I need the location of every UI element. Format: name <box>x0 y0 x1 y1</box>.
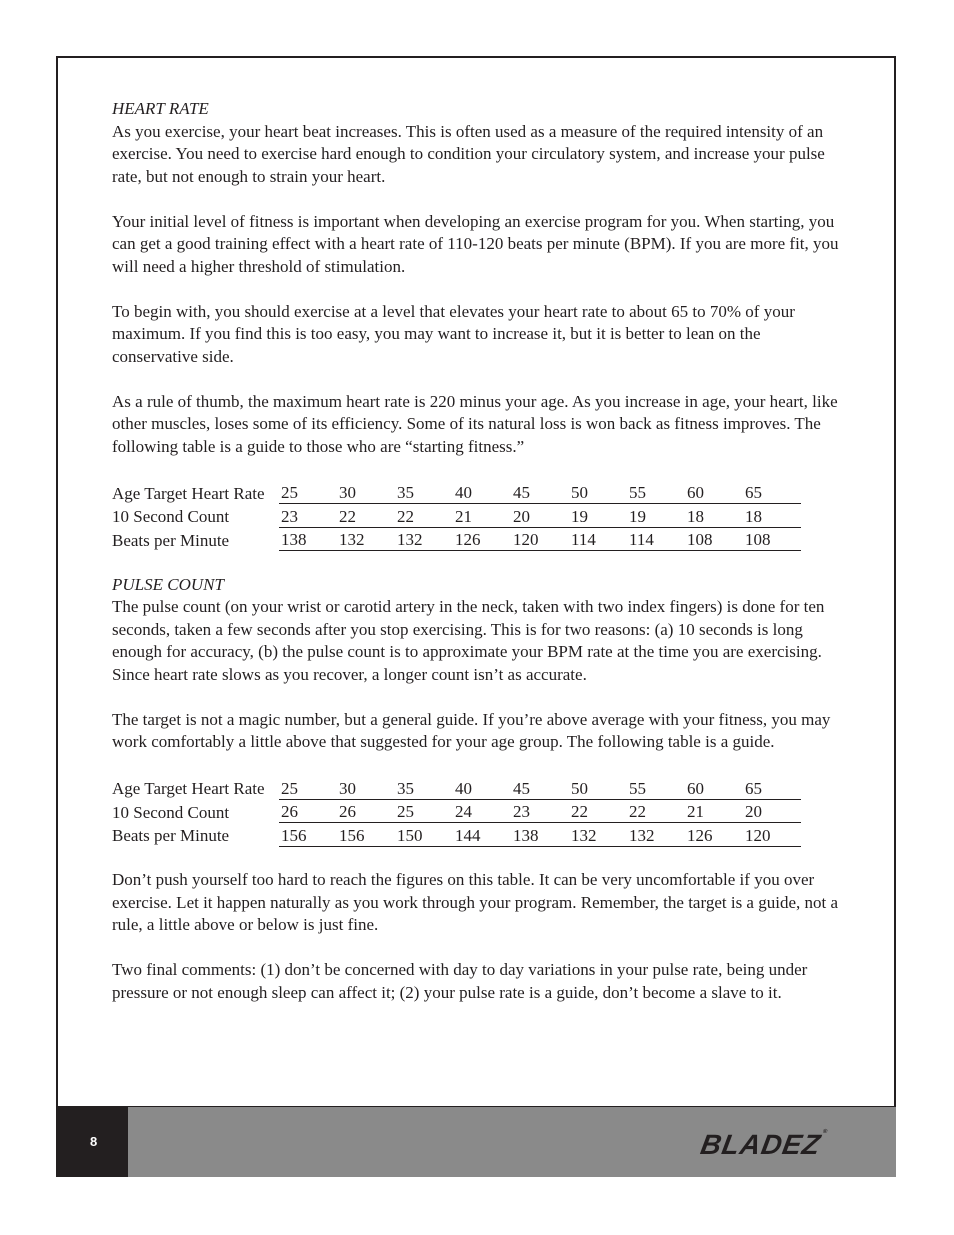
table-cell: 138 <box>279 527 337 551</box>
table-cell: 65 <box>743 776 801 799</box>
table-cell: 18 <box>743 504 801 528</box>
table-cell: 150 <box>395 823 453 847</box>
table-cell: 45 <box>511 776 569 799</box>
table-cell: 132 <box>627 823 685 847</box>
row-label: Age Target Heart Rate <box>112 779 265 798</box>
table-cell: 156 <box>337 823 395 847</box>
paragraph: Two final comments: (1) don’t be concerned with day to day variations in your pulse rate, being under pressure or not enough sleep can affect it; (2) your pulse rate is a guide, don’t become a slave to it. <box>112 960 808 1002</box>
table-cell: 108 <box>685 527 743 551</box>
table-cell: 114 <box>569 527 627 551</box>
heart-rate-table-guide <box>112 776 801 847</box>
heart-rate-heading: HEART RATE <box>112 99 209 118</box>
table-cell: 126 <box>685 823 743 847</box>
table-cell: 21 <box>453 504 511 528</box>
page-footer <box>56 1106 896 1177</box>
heart-rate-table-starting <box>112 481 801 552</box>
table-row <box>112 776 801 799</box>
table-row <box>112 823 801 847</box>
paragraph: As you exercise, your heart beat increases. This is often used as a measure of the required intensity of an exercise. You need to exercise hard enough to condition your circulatory system, and increase your pulse rate, but not enough to strain your heart. <box>112 121 825 186</box>
paragraph: Your initial level of fitness is important when developing an exercise program for you. When starting, you can get a good training effect with a heart rate of 110-120 beats per minute (BPM). If you are more fit, you will need a higher threshold of stimulation. <box>112 211 839 276</box>
table-cell: 65 <box>743 481 801 504</box>
bladez-logo <box>698 1129 829 1161</box>
table-cell: 30 <box>337 481 395 504</box>
table-row <box>112 527 801 551</box>
row-label: Beats per Minute <box>112 530 230 550</box>
table-cell: 23 <box>511 799 569 823</box>
row-label: Beats per Minute <box>112 826 230 845</box>
table-cell: 60 <box>685 481 743 504</box>
table-cell: 26 <box>337 799 395 823</box>
table-cell: 40 <box>453 776 511 799</box>
paragraph: As a rule of thumb, the maximum heart rate is 220 minus your age. As you increase in age, your heart, like other muscles, loses some of its efficiency. Some of its natural loss is won back as fitness improves. The following table is a guide to those who are “starting fitness.” <box>112 391 838 456</box>
table-cell: 50 <box>569 481 627 504</box>
table-cell: 24 <box>453 799 511 823</box>
table-cell: 45 <box>511 481 569 504</box>
table-cell: 20 <box>743 799 801 823</box>
table-cell: 22 <box>627 799 685 823</box>
table-cell: 26 <box>279 799 337 823</box>
table-cell: 19 <box>627 504 685 528</box>
row-label: 10 Second Count <box>112 802 230 822</box>
trademark-mark: ® <box>822 1129 829 1135</box>
table-cell: 25 <box>279 481 337 504</box>
table-cell: 21 <box>685 799 743 823</box>
table-cell: 22 <box>337 504 395 528</box>
table-cell: 40 <box>453 481 511 504</box>
table-cell: 156 <box>279 823 337 847</box>
page-number: 8 <box>56 1107 128 1177</box>
table-cell: 144 <box>453 823 511 847</box>
table-cell: 35 <box>395 481 453 504</box>
table-cell: 23 <box>279 504 337 528</box>
table-cell: 30 <box>337 776 395 799</box>
table-cell: 55 <box>627 481 685 504</box>
table-cell: 22 <box>395 504 453 528</box>
table-cell: 60 <box>685 776 743 799</box>
table-cell: 132 <box>395 527 453 551</box>
table-cell: 55 <box>627 776 685 799</box>
page-content <box>112 98 847 1027</box>
paragraph: To begin with, you should exercise at a level that elevates your heart rate to about 65 to 70% of your maximum. If you find this is too easy, you may want to increase it, but it is better to lean on the conservative side. <box>112 301 795 366</box>
table-cell: 22 <box>569 799 627 823</box>
table-cell: 25 <box>279 776 337 799</box>
table-cell: 120 <box>511 527 569 551</box>
table-cell: 18 <box>685 504 743 528</box>
table-row <box>112 799 801 823</box>
table-cell: 35 <box>395 776 453 799</box>
table-cell: 120 <box>743 823 801 847</box>
table-cell: 25 <box>395 799 453 823</box>
table-cell: 108 <box>743 527 801 551</box>
row-label: 10 Second Count <box>112 507 230 526</box>
paragraph: The pulse count (on your wrist or carotid artery in the neck, taken with two index fingers) is done for ten seconds, taken a few seconds after you stop exercising. This is for two reasons: (a) 10 seconds is long enough for accuracy, (b) the pulse count is to approximate your BPM rate at the time you are exercising. Since heart rate slows as you recover, a longer count isn’t as accurate. <box>112 597 825 684</box>
table-cell: 20 <box>511 504 569 528</box>
row-label: Age Target Heart Rate <box>112 483 265 503</box>
table-cell: 138 <box>511 823 569 847</box>
table-cell: 132 <box>569 823 627 847</box>
table-row <box>112 481 801 504</box>
table-cell: 114 <box>627 527 685 551</box>
pulse-count-heading: PULSE COUNT <box>112 574 224 594</box>
table-cell: 50 <box>569 776 627 799</box>
paragraph: Don’t push yourself too hard to reach the figures on this table. It can be very uncomfortable if you over exercise. Let it happen naturally as you work through your program. Remember, the target is a guide, not a rule, a little above or below is just fine. <box>112 870 839 934</box>
table-cell: 132 <box>337 527 395 551</box>
brand-name: BLADEZ <box>698 1129 824 1160</box>
table-cell: 19 <box>569 504 627 528</box>
table-cell: 126 <box>453 527 511 551</box>
table-row <box>112 504 801 528</box>
paragraph: The target is not a magic number, but a general guide. If you’re above average with your fitness, you may work comfortably a little above that suggested for your age group. The following table is a guide. <box>112 709 831 751</box>
